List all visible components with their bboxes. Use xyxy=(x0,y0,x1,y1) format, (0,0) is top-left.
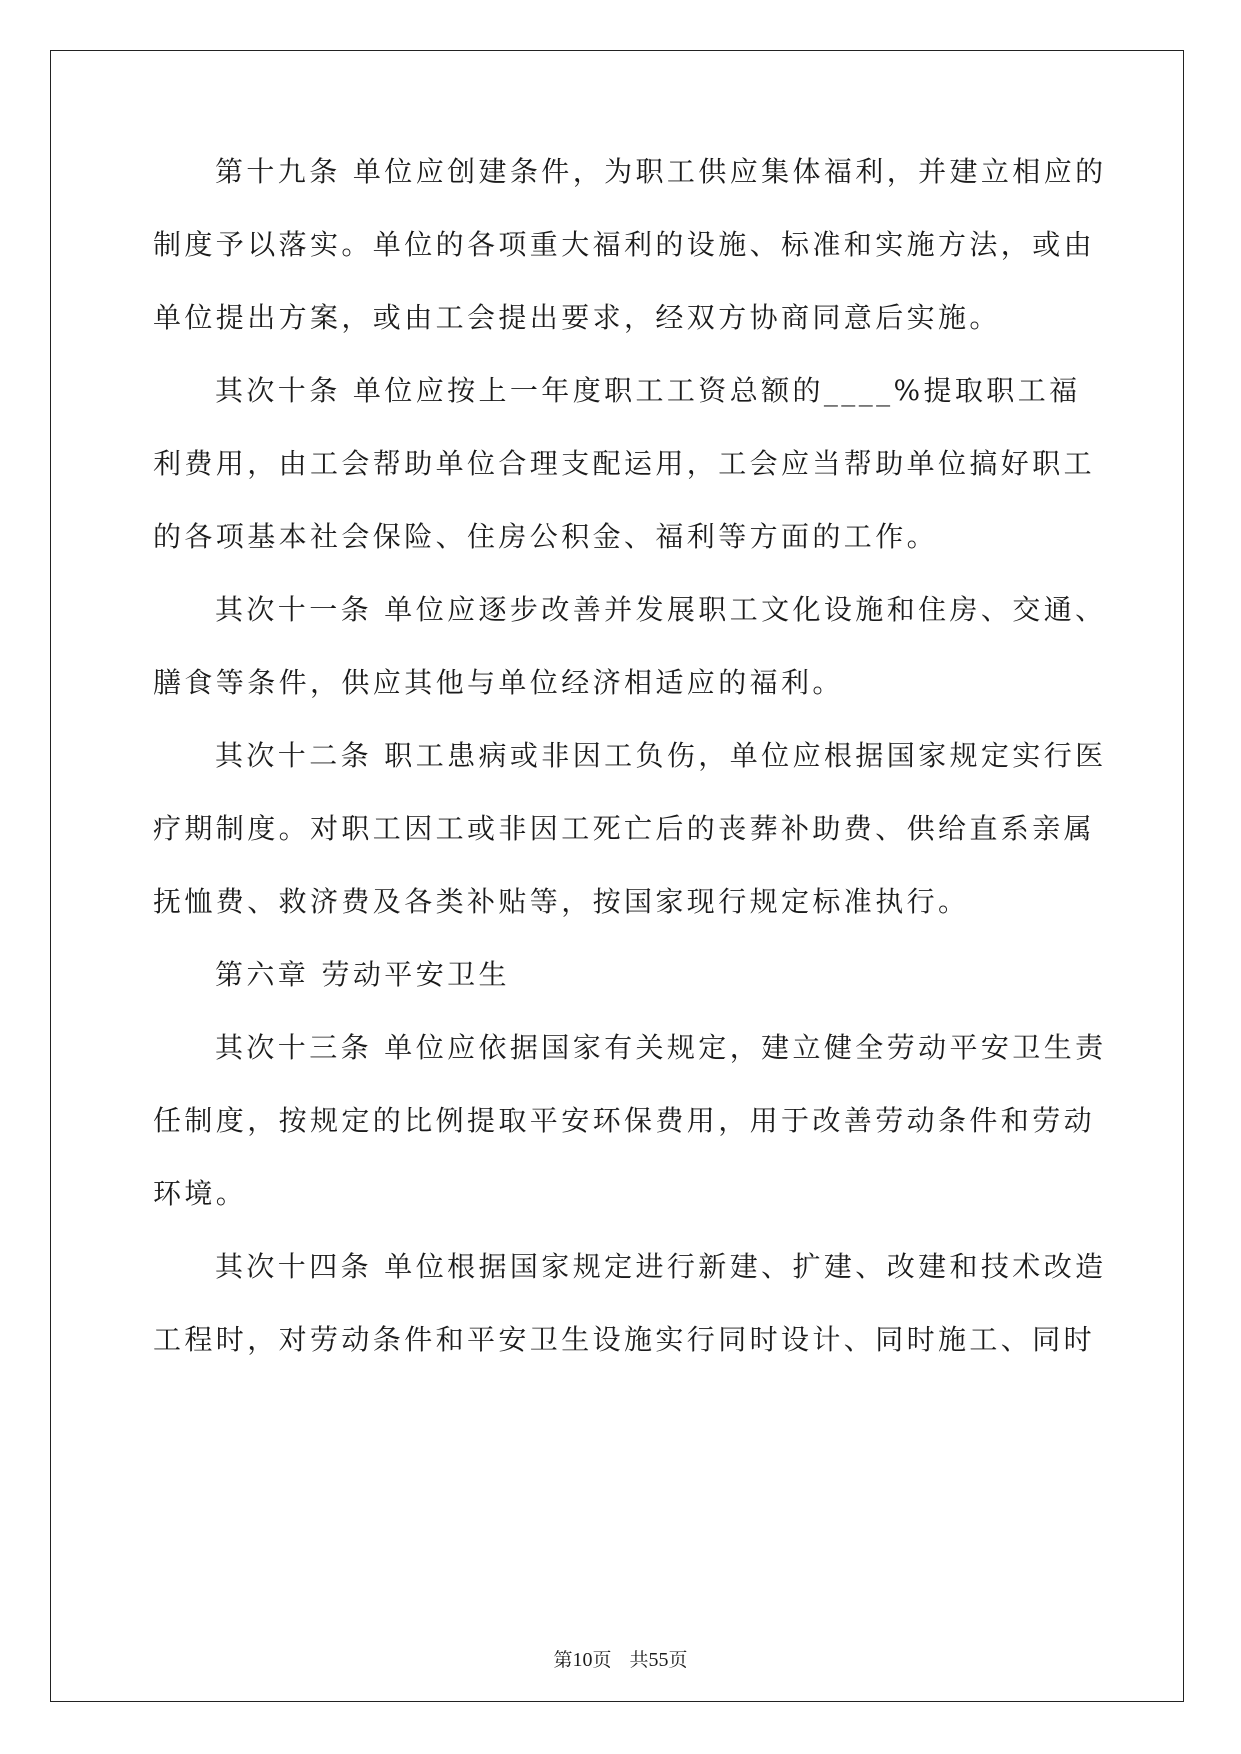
text-line: 工程时，对劳动条件和平安卫生设施实行同时设计、同时施工、同时 xyxy=(153,1323,1096,1356)
text-line: 的各项基本社会保险、住房公积金、福利等方面的工作。 xyxy=(153,520,939,553)
text-line: 膳食等条件，供应其他与单位经济相适应的福利。 xyxy=(153,666,844,699)
chapter-heading: 第六章 劳动平安卫生 xyxy=(215,958,510,991)
paragraph-article-20: 其次十条 单位应按上一年度职工工资总额的____%提取职工福 xyxy=(215,374,1081,407)
page-footer xyxy=(0,1648,1241,1672)
text-line: 任制度，按规定的比例提取平安环保费用，用于改善劳动条件和劳动 xyxy=(153,1104,1096,1137)
page-suffix: 页 xyxy=(592,1649,612,1671)
text-line: 单位提出方案，或由工会提出要求，经双方协商同意后实施。 xyxy=(153,301,1001,334)
paragraph-article-24: 其次十四条 单位根据国家规定进行新建、扩建、改建和技术改造 xyxy=(215,1250,1107,1283)
text-line: 环境。 xyxy=(153,1177,248,1210)
total-page-number: 55 xyxy=(648,1649,669,1671)
current-page-number: 10 xyxy=(572,1649,593,1671)
paragraph-article-19: 第十九条 单位应创建条件，为职工供应集体福利，并建立相应的 xyxy=(215,155,1107,188)
text-line: 抚恤费、救济费及各类补贴等，按国家现行规定标准执行。 xyxy=(153,885,970,918)
page-prefix: 第 xyxy=(553,1649,573,1671)
paragraph-article-22: 其次十二条 职工患病或非因工负伤，单位应根据国家规定实行医 xyxy=(215,739,1107,772)
text-line: 疗期制度。对职工因工或非因工死亡后的丧葬补助费、供给直系亲属 xyxy=(153,812,1096,845)
total-suffix: 页 xyxy=(668,1649,688,1671)
total-prefix: 共 xyxy=(629,1649,649,1671)
paragraph-article-23: 其次十三条 单位应依据国家有关规定，建立健全劳动平安卫生责 xyxy=(215,1031,1107,1064)
text-line: 制度予以落实。单位的各项重大福利的设施、标准和实施方法，或由 xyxy=(153,228,1096,261)
paragraph-article-21: 其次十一条 单位应逐步改善并发展职工文化设施和住房、交通、 xyxy=(215,593,1107,626)
text-line: 利费用，由工会帮助单位合理支配运用，工会应当帮助单位搞好职工 xyxy=(153,447,1096,480)
